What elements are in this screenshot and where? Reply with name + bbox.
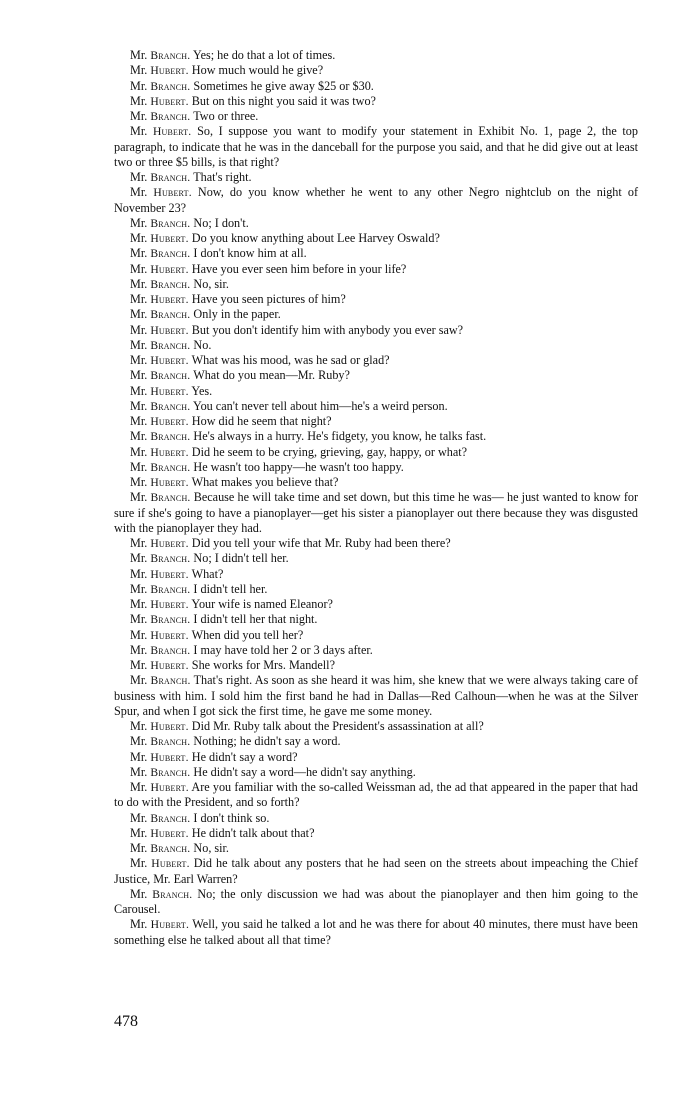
- speaker-name: Branch.: [150, 49, 191, 62]
- speaker-title: Mr.: [130, 231, 148, 245]
- utterance-text: You can't never tell about him—he's a weird person.: [192, 398, 448, 413]
- transcript-paragraph: [114, 917, 638, 948]
- utterance-text: She works for Mrs. Mandell?: [191, 658, 335, 672]
- utterance-text: Two or three.: [193, 109, 259, 123]
- speaker-name: Hubert.: [153, 186, 192, 200]
- speaker-title: Mr.: [130, 246, 148, 261]
- speaker-name: Hubert.: [150, 262, 189, 276]
- transcript-paragraph: [114, 765, 638, 780]
- utterance-text: Did he talk about any posters that he had seen on the streets about impeaching the Chief Justice, Mr. Earl Warren?: [114, 856, 639, 886]
- speaker-name: Branch.: [150, 171, 191, 184]
- speaker-name: Branch.: [150, 430, 191, 444]
- speaker-name: Hubert.: [150, 293, 189, 306]
- transcript-paragraph: [114, 841, 638, 856]
- speaker-title: Mr.: [130, 841, 148, 855]
- utterance-text: He didn't say a word?: [191, 749, 298, 764]
- utterance-text: I didn't tell her that night.: [193, 612, 318, 627]
- speaker-title: Mr.: [130, 566, 148, 581]
- speaker-title: Mr.: [130, 429, 148, 444]
- transcript-paragraph: [114, 307, 638, 322]
- speaker-title: Mr.: [130, 627, 148, 642]
- speaker-name: Branch.: [152, 887, 193, 901]
- speaker-title: Mr.: [130, 917, 148, 932]
- transcript-paragraph: [114, 567, 638, 582]
- transcript-paragraph: [114, 399, 638, 414]
- speaker-title: Mr.: [130, 536, 148, 550]
- transcript-paragraph: [114, 48, 638, 63]
- transcript-paragraph: [114, 536, 638, 551]
- transcript-paragraph: [114, 124, 638, 170]
- utterance-text: Your wife is named Eleanor?: [191, 597, 333, 611]
- speaker-title: Mr.: [130, 170, 148, 184]
- utterance-text: Yes.: [191, 383, 213, 398]
- speaker-name: Branch.: [150, 399, 191, 413]
- utterance-text: Did you tell your wife that Mr. Ruby had been there?: [191, 536, 451, 550]
- speaker-title: Mr.: [130, 719, 148, 733]
- speaker-name: Hubert.: [150, 323, 189, 337]
- transcript-paragraph: [114, 551, 638, 566]
- speaker-title: Mr.: [130, 780, 148, 794]
- speaker-name: Branch.: [150, 247, 191, 261]
- speaker-title: Mr.: [130, 353, 148, 367]
- speaker-name: Branch.: [150, 369, 191, 383]
- transcript-paragraph: [114, 582, 638, 597]
- speaker-name: Hubert.: [150, 354, 189, 367]
- speaker-title: Mr.: [130, 581, 148, 596]
- speaker-title: Mr.: [130, 825, 148, 840]
- utterance-text: He didn't talk about that?: [191, 825, 315, 840]
- speaker-title: Mr.: [130, 124, 148, 139]
- utterance-text: No; the only discussion we had was about the pianoplayer and then him going to the Carousel.: [114, 886, 639, 916]
- speaker-title: Mr.: [130, 886, 148, 901]
- speaker-title: Mr.: [130, 292, 148, 306]
- transcript-paragraph: [114, 628, 638, 643]
- speaker-name: Branch.: [150, 460, 191, 474]
- speaker-name: Hubert.: [150, 415, 189, 428]
- utterance-text: Well, you said he talked a lot and he was there for about 40 minutes, there must have been something else he talked about all that time?: [114, 917, 639, 947]
- utterance-text: Did Mr. Ruby talk about the President's assassination at all?: [191, 719, 484, 733]
- speaker-name: Hubert.: [150, 598, 189, 611]
- transcript-paragraph: [114, 856, 638, 887]
- speaker-title: Mr.: [130, 551, 148, 566]
- speaker-name: Branch.: [150, 491, 191, 505]
- speaker-name: Branch.: [150, 308, 191, 322]
- transcript-paragraph: [114, 734, 638, 749]
- transcript-paragraph: [114, 63, 638, 78]
- transcript-paragraph: [114, 612, 638, 627]
- transcript-paragraph: [114, 673, 638, 719]
- speaker-title: Mr.: [130, 368, 148, 383]
- speaker-name: Hubert.: [151, 857, 190, 871]
- utterance-text: No; I didn't tell her.: [193, 551, 289, 566]
- transcript-paragraph: [114, 719, 638, 734]
- transcript-paragraph: [114, 79, 638, 94]
- speaker-title: Mr.: [130, 459, 148, 474]
- transcript-paragraph: [114, 109, 638, 124]
- speaker-title: Mr.: [130, 642, 148, 657]
- utterance-text: Yes; he do that a lot of times.: [192, 48, 336, 62]
- speaker-title: Mr.: [130, 398, 148, 413]
- transcript-paragraph: [114, 475, 638, 490]
- transcript-paragraph: [114, 262, 638, 277]
- utterance-text: I don't think so.: [193, 810, 270, 825]
- speaker-name: Hubert.: [150, 659, 189, 672]
- transcript-paragraph: [114, 277, 638, 292]
- speaker-title: Mr.: [130, 307, 148, 322]
- speaker-title: Mr.: [130, 109, 148, 123]
- speaker-name: Branch.: [150, 552, 191, 566]
- transcript-paragraph: [114, 826, 638, 841]
- transcript-paragraph: [114, 216, 638, 231]
- speaker-name: Branch.: [150, 79, 191, 93]
- utterance-text: But on this night you said it was two?: [191, 93, 376, 108]
- speaker-name: Hubert.: [150, 476, 189, 489]
- utterance-text: How did he seem that night?: [191, 414, 332, 428]
- speaker-name: Hubert.: [150, 64, 189, 78]
- speaker-title: Mr.: [130, 337, 148, 352]
- utterance-text: I may have told her 2 or 3 days after.: [193, 642, 373, 657]
- utterance-text: What do you mean—Mr. Ruby?: [193, 368, 350, 383]
- speaker-name: Branch.: [150, 811, 191, 825]
- speaker-title: Mr.: [130, 48, 148, 62]
- speaker-title: Mr.: [130, 810, 148, 825]
- transcript-body: [114, 48, 638, 948]
- speaker-name: Hubert.: [150, 781, 189, 794]
- utterance-text: Have you seen pictures of him?: [191, 292, 346, 306]
- utterance-text: That's right.: [193, 170, 252, 184]
- speaker-title: Mr.: [130, 673, 148, 688]
- speaker-title: Mr.: [130, 764, 148, 779]
- speaker-title: Mr.: [130, 597, 148, 611]
- utterance-text: No, sir.: [193, 841, 229, 855]
- transcript-paragraph: [114, 597, 638, 612]
- utterance-text: No.: [193, 337, 212, 352]
- speaker-name: Branch.: [150, 277, 191, 291]
- speaker-name: Hubert.: [150, 720, 189, 733]
- transcript-paragraph: [114, 231, 638, 246]
- speaker-title: Mr.: [130, 612, 148, 627]
- speaker-title: Mr.: [130, 185, 148, 200]
- speaker-name: Branch.: [150, 735, 191, 749]
- speaker-title: Mr.: [130, 658, 148, 672]
- speaker-name: Branch.: [150, 842, 191, 855]
- utterance-text: Did he seem to be crying, grieving, gay, happy, or what?: [191, 444, 468, 459]
- transcript-paragraph: [114, 246, 638, 261]
- utterance-text: What makes you believe that?: [191, 475, 339, 489]
- speaker-name: Hubert.: [150, 445, 189, 459]
- transcript-paragraph: [114, 323, 638, 338]
- speaker-name: Hubert.: [150, 94, 189, 108]
- transcript-paragraph: [114, 750, 638, 765]
- transcript-paragraph: [114, 811, 638, 826]
- speaker-name: Hubert.: [150, 537, 189, 550]
- speaker-name: Hubert.: [150, 918, 190, 932]
- utterance-text: I don't know him at all.: [193, 246, 307, 261]
- transcript-paragraph: [114, 658, 638, 673]
- utterance-text: So, I suppose you want to modify your statement in Exhibit No. 1, page 2, the top paragraph, to indicate that he was in the danceball for the purpose you said, and that he did give out at least two or three $5 bills, is that right?: [114, 124, 638, 169]
- utterance-text: How much would he give?: [191, 63, 324, 78]
- speaker-title: Mr.: [130, 414, 148, 428]
- speaker-name: Hubert.: [150, 826, 189, 840]
- transcript-paragraph: [114, 292, 638, 307]
- speaker-title: Mr.: [130, 383, 148, 398]
- page-number: 478: [114, 1013, 138, 1030]
- transcript-paragraph: [114, 429, 638, 444]
- utterance-text: That's right. As soon as she heard it was him, she knew that we were always taking care of business with him. I sold him the first band he had in Dallas—Red Calhoun—when he was at the Silver Spur, and when I got sick the first time, he gave me some money.: [114, 673, 639, 718]
- utterance-text: But you don't identify him with anybody you ever saw?: [191, 322, 464, 337]
- transcript-paragraph: [114, 490, 638, 536]
- speaker-name: Hubert.: [150, 628, 189, 642]
- utterance-text: What?: [191, 566, 224, 581]
- speaker-name: Branch.: [150, 216, 191, 230]
- speaker-title: Mr.: [130, 276, 148, 291]
- transcript-paragraph: [114, 887, 638, 918]
- transcript-paragraph: [114, 353, 638, 368]
- utterance-text: Have you ever seen him before in your life?: [191, 261, 407, 276]
- speaker-title: Mr.: [130, 93, 148, 108]
- speaker-name: Hubert.: [150, 750, 189, 764]
- speaker-name: Branch.: [150, 674, 191, 688]
- speaker-title: Mr.: [130, 856, 148, 871]
- utterance-text: No; I don't.: [193, 215, 249, 230]
- speaker-title: Mr.: [130, 444, 148, 459]
- speaker-name: Branch.: [150, 643, 191, 657]
- speaker-title: Mr.: [130, 749, 148, 764]
- speaker-name: Hubert.: [150, 567, 189, 581]
- transcript-paragraph: [114, 170, 638, 185]
- speaker-name: Branch.: [150, 765, 191, 779]
- speaker-name: Branch.: [150, 582, 191, 596]
- speaker-title: Mr.: [130, 322, 148, 337]
- utterance-text: He wasn't too happy—he wasn't too happy.: [193, 459, 404, 474]
- speaker-title: Mr.: [130, 734, 148, 749]
- utterance-text: Sometimes he give away $25 or $30.: [193, 78, 374, 93]
- speaker-title: Mr.: [130, 63, 148, 78]
- utterance-text: No, sir.: [193, 276, 229, 291]
- transcript-paragraph: [114, 368, 638, 383]
- speaker-name: Branch.: [150, 338, 191, 352]
- utterance-text: Now, do you know whether he went to any other Negro nightclub on the night of November 23?: [114, 185, 639, 215]
- utterance-text: When did you tell her?: [191, 627, 304, 642]
- speaker-name: Hubert.: [150, 232, 189, 245]
- utterance-text: I didn't tell her.: [193, 581, 268, 596]
- speaker-title: Mr.: [130, 215, 148, 230]
- utterance-text: Nothing; he didn't say a word.: [193, 734, 341, 749]
- utterance-text: He didn't say a word—he didn't say anything.: [193, 764, 416, 779]
- utterance-text: Are you familiar with the so-called Weissman ad, the ad that appeared in the paper that had to do with the President, and so forth?: [114, 780, 639, 810]
- transcript-paragraph: [114, 780, 638, 811]
- utterance-text: Do you know anything about Lee Harvey Oswald?: [191, 231, 440, 245]
- speaker-title: Mr.: [130, 78, 148, 93]
- transcript-paragraph: [114, 414, 638, 429]
- speaker-name: Branch.: [150, 110, 191, 123]
- utterance-text: Because he will take time and set down, but this time he was— he just wanted to know for sure if she's going to have a pianoplayer—get his sister a pianoplayer out there because they was disgusted with the pianoplayer they had.: [114, 490, 639, 535]
- transcript-paragraph: [114, 94, 638, 109]
- speaker-title: Mr.: [130, 490, 148, 505]
- utterance-text: Only in the paper.: [193, 307, 281, 322]
- utterance-text: What was his mood, was he sad or glad?: [191, 353, 390, 367]
- utterance-text: He's always in a hurry. He's fidgety, you know, he talks fast.: [193, 429, 487, 444]
- transcript-paragraph: [114, 445, 638, 460]
- speaker-title: Mr.: [130, 261, 148, 276]
- transcript-paragraph: [114, 460, 638, 475]
- speaker-title: Mr.: [130, 475, 148, 489]
- transcript-paragraph: [114, 338, 638, 353]
- transcript-paragraph: [114, 384, 638, 399]
- speaker-name: Hubert.: [152, 125, 192, 139]
- speaker-name: Branch.: [150, 613, 191, 627]
- speaker-name: Hubert.: [150, 384, 189, 398]
- transcript-paragraph: [114, 185, 638, 216]
- transcript-paragraph: [114, 643, 638, 658]
